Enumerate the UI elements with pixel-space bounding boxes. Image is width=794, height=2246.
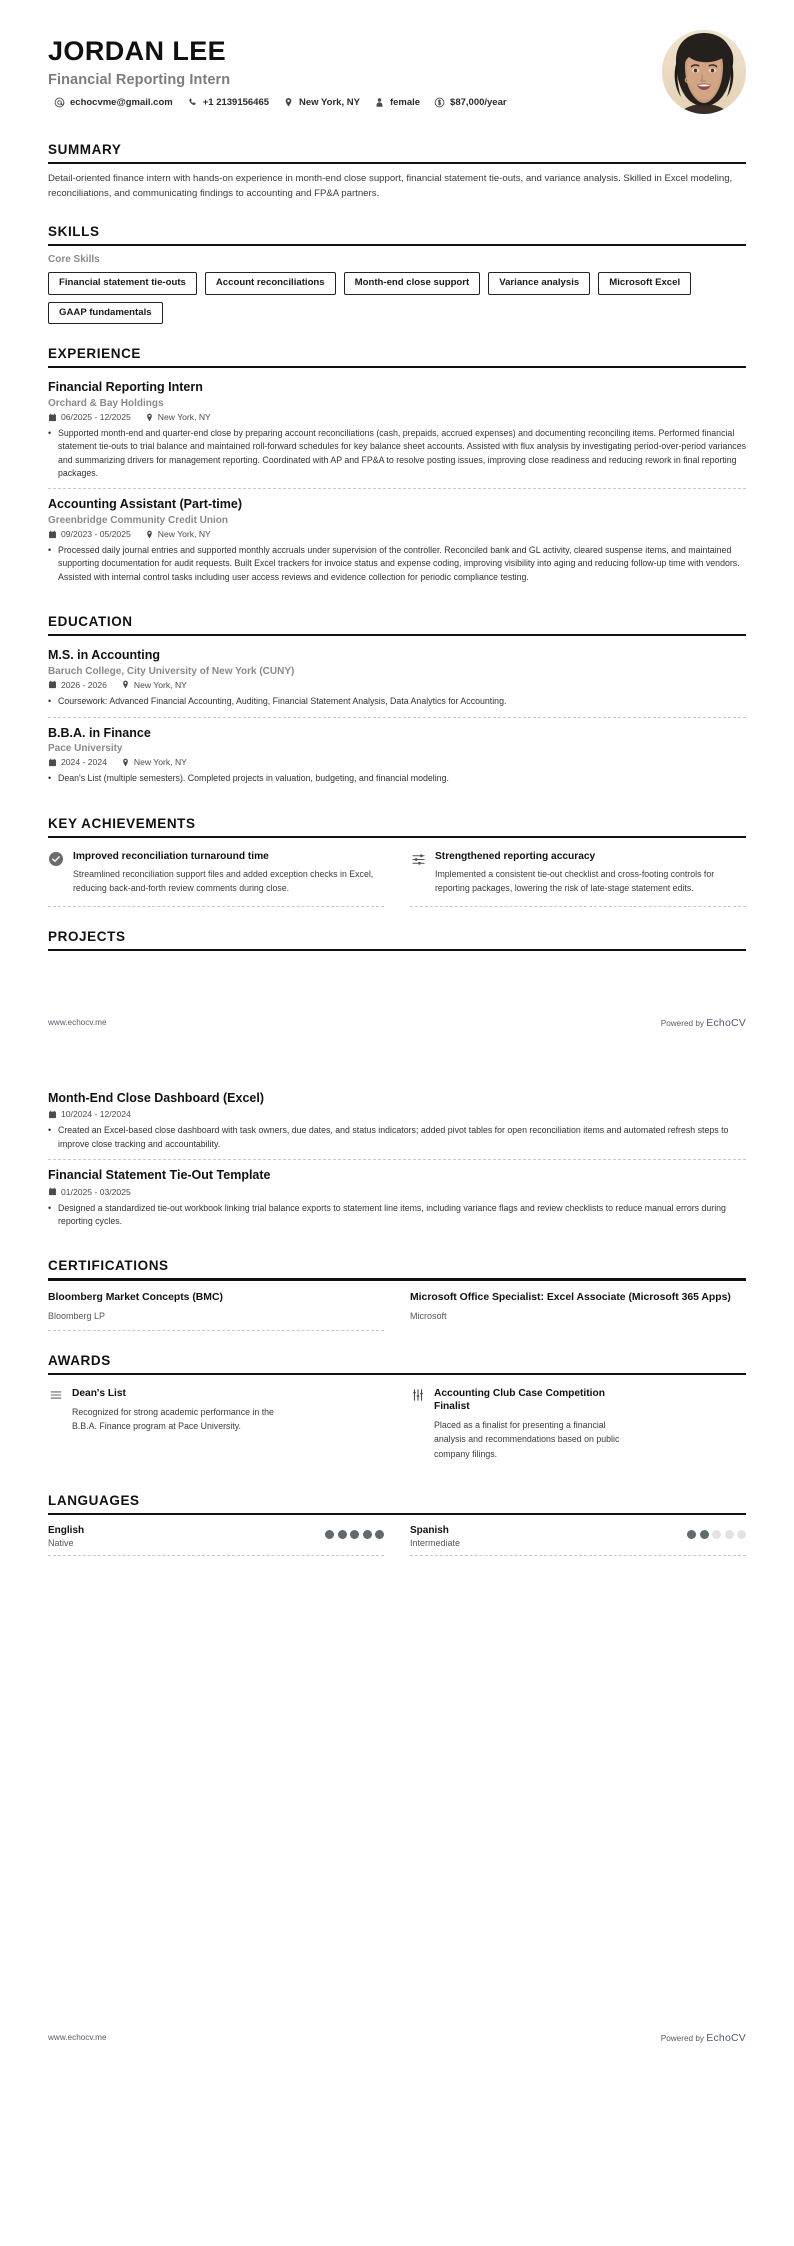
calendar-icon [48, 530, 57, 539]
page-break-spacer-2 [48, 1035, 746, 1087]
entry-dates [48, 680, 107, 690]
calendar-icon [48, 1187, 57, 1196]
entry-location-text: New York, NY [157, 529, 211, 540]
section-divider [48, 162, 746, 164]
section-heading-education: EDUCATION [48, 614, 133, 630]
language-level: Native [48, 1537, 74, 1548]
section-divider [48, 1513, 746, 1515]
avatar [662, 30, 746, 114]
achievement-title: Improved reconciliation turnaround time [73, 851, 269, 863]
bullet-item [48, 695, 746, 709]
entry-meta [48, 680, 746, 690]
header-text-block [48, 36, 646, 107]
entry-meta [48, 1187, 746, 1197]
section-heading-certifications: CERTIFICATIONS [48, 1258, 169, 1274]
location-pin-icon [283, 97, 294, 108]
certification-issuer: Microsoft [410, 1310, 447, 1321]
award-description: Recognized for strong academic performance in the B.B.A. Finance program at Pace University. [72, 1407, 274, 1432]
language-level: Intermediate [410, 1537, 461, 1548]
language-rating-dots [325, 1525, 384, 1539]
section-divider [48, 244, 746, 246]
project-entry [48, 1159, 746, 1236]
section-heading-skills: SKILLS [48, 223, 100, 239]
footer-brand [661, 1017, 746, 1029]
entry-dates-text: 01/2025 - 03/2025 [61, 1186, 131, 1197]
contact-location [283, 97, 360, 108]
bullet-dot-icon: • [48, 428, 52, 438]
person-icon [374, 97, 385, 108]
salary-icon [434, 97, 445, 108]
award-description: Placed as a finalist for presenting a financial analysis and recommendations based on public company filings. [434, 1420, 620, 1459]
language-name: English [48, 1524, 85, 1536]
achievement-body [435, 850, 746, 896]
skills-chip-list [48, 272, 746, 324]
contact-email[interactable] [54, 97, 173, 108]
page-break-spacer [48, 959, 746, 1011]
experience-entry [48, 376, 746, 488]
section-heading-awards: AWARDS [48, 1352, 111, 1368]
language-item [410, 1523, 746, 1556]
entry-bullets [48, 427, 746, 480]
section-heading-projects: PROJECTS [48, 928, 126, 944]
entry-title: Accounting Assistant (Part-time) [48, 497, 243, 512]
rating-dot-filled [700, 1530, 709, 1539]
entry-meta [48, 1109, 746, 1119]
skill-chip: Microsoft Excel [598, 272, 691, 295]
entry-dates-text: 10/2024 - 12/2024 [61, 1109, 131, 1120]
section-heading-key-achievements: KEY ACHIEVEMENTS [48, 815, 196, 831]
entry-meta [48, 757, 746, 767]
entry-organization: Greenbridge Community Credit Union [48, 515, 229, 527]
entry-bullets [48, 695, 746, 709]
footer-powered-by-label: Powered by [660, 2033, 704, 2043]
section-divider [48, 836, 746, 838]
section-projects [48, 929, 746, 1237]
page-title: JORDAN LEE [48, 36, 227, 67]
bottom-spacer [48, 1556, 746, 2026]
certification-issuer: Bloomberg LP [48, 1310, 106, 1321]
entry-dates-text: 06/2025 - 12/2025 [61, 412, 131, 422]
entry-organization: Pace University [48, 743, 123, 755]
contact-gender [374, 97, 420, 108]
bullet-item [48, 544, 746, 584]
bullet-text: Supported month-end and quarter-end close by preparing account reconciliations (cash, prepaids, accrued expenses) and documenting reconciling items. Performed financial statement tie-outs to trial balance and maintained roll-forward schedules for key balance sheet accounts. Assisted with flux analysis by investigating period-over-period variances and summarizing drivers for management reporting. Coordinated with AP and FP&A to resolve posting issues, improving close readiness and reducing rework in final reporting packages. [58, 428, 746, 479]
entry-title: B.B.A. in Finance [48, 725, 151, 740]
entry-dates-text: 2026 - 2026 [61, 679, 107, 690]
sliders-icon [410, 851, 426, 867]
entry-dates [48, 1187, 131, 1197]
award-body [434, 1387, 639, 1461]
section-summary [48, 142, 746, 202]
contact-email-text: echocvme@gmail.com [70, 96, 173, 108]
rating-dot-filled [325, 1530, 334, 1539]
rating-dot-filled [687, 1530, 696, 1539]
entry-dates-text: 2024 - 2024 [61, 757, 107, 768]
entry-bullets [48, 544, 746, 584]
entry-location-text: New York, NY [157, 412, 211, 422]
list-lines-icon [48, 1388, 63, 1403]
award-body [72, 1387, 277, 1461]
achievement-item [48, 846, 384, 907]
awards-grid [48, 1383, 746, 1471]
resume-header [48, 0, 746, 120]
sliders-vertical-icon [410, 1388, 425, 1403]
entry-location [121, 757, 187, 767]
section-heading-summary: SUMMARY [48, 142, 122, 157]
entry-meta [48, 529, 746, 539]
location-pin-icon [145, 530, 154, 539]
entry-location [121, 680, 187, 690]
section-experience [48, 346, 746, 592]
footer-brand [661, 2032, 746, 2044]
calendar-icon [48, 758, 57, 767]
rating-dot-filled [375, 1530, 384, 1539]
education-entry [48, 644, 746, 716]
section-skills [48, 224, 746, 324]
bullet-dot-icon: • [48, 1202, 52, 1213]
language-item [48, 1523, 384, 1556]
entry-title: Financial Statement Tie-Out Template [48, 1168, 271, 1183]
calendar-icon [48, 1110, 57, 1119]
page-footer-2 [48, 2026, 746, 2050]
section-divider [48, 1373, 746, 1375]
skill-chip: Variance analysis [488, 272, 590, 295]
footer-powered-by-label: Powered by [660, 1018, 704, 1028]
rating-dot-empty [737, 1530, 746, 1539]
bullet-dot-icon: • [48, 773, 52, 784]
email-icon [54, 97, 65, 108]
contact-location-text: New York, NY [299, 96, 360, 108]
section-heading-languages: LANGUAGES [48, 1492, 140, 1508]
entry-location [145, 412, 211, 422]
award-title: Dean's List [72, 1387, 126, 1399]
contact-salary [434, 97, 507, 108]
check-circle-icon [48, 851, 64, 867]
bullet-item [48, 772, 746, 786]
contact-salary-text: $87,000/year [450, 96, 507, 108]
bullet-text: Dean's List (multiple semesters). Completed projects in valuation, budgeting, and financial modeling. [58, 773, 449, 784]
section-awards [48, 1353, 746, 1471]
page-footer-1 [48, 1011, 746, 1035]
bullet-item [48, 427, 746, 480]
language-text [48, 1525, 84, 1548]
rating-dot-empty [712, 1530, 721, 1539]
contact-row [48, 97, 646, 108]
footer-brand-name: EchoCV [706, 2031, 746, 2044]
section-education [48, 614, 746, 794]
entry-organization: Baruch College, City University of New York (CUNY) [48, 665, 295, 677]
rating-dot-filled [350, 1530, 359, 1539]
experience-entry [48, 488, 746, 592]
certification-name: Microsoft Office Specialist: Excel Associate (Microsoft 365 Apps) [410, 1291, 731, 1303]
section-divider [48, 1278, 746, 1280]
job-title: Financial Reporting Intern [48, 71, 231, 88]
section-divider [48, 366, 746, 368]
entry-bullets [48, 1124, 746, 1151]
achievement-title: Strengthened reporting accuracy [435, 851, 596, 863]
skill-chip: GAAP fundamentals [48, 302, 163, 325]
entry-location-text: New York, NY [133, 679, 187, 690]
entry-dates [48, 529, 131, 539]
award-item [410, 1383, 746, 1471]
entry-bullets [48, 1202, 746, 1229]
skill-chip: Financial statement tie-outs [48, 272, 197, 295]
achievement-description: Implemented a consistent tie-out checklist and cross-footing controls for reporting packages, lowering the risk of late-stage statement edits. [435, 869, 715, 893]
achievement-item [410, 846, 746, 907]
entry-title: Month-End Close Dashboard (Excel) [48, 1090, 264, 1105]
education-entry [48, 717, 746, 794]
contact-phone[interactable] [187, 97, 269, 108]
entry-dates [48, 757, 107, 767]
entry-location-text: New York, NY [133, 757, 187, 768]
summary-text: Detail-oriented finance intern with hands-on experience in month-end close support, financial statement tie-outs, and variance analysis. Skilled in Excel modeling, reconciliations, and communicating findings to accounting and FP&A partners. [48, 173, 733, 200]
section-heading-experience: EXPERIENCE [48, 346, 142, 362]
bullet-item [48, 1124, 746, 1151]
certification-name: Bloomberg Market Concepts (BMC) [48, 1291, 223, 1303]
footer-brand-name: EchoCV [706, 1016, 746, 1029]
calendar-icon [48, 413, 57, 422]
bullet-item [48, 1202, 746, 1229]
skill-chip: Month-end close support [344, 272, 481, 295]
language-rating-dots [687, 1525, 746, 1539]
languages-grid [48, 1523, 746, 1556]
skill-chip: Account reconciliations [205, 272, 336, 295]
rating-dot-filled [363, 1530, 372, 1539]
section-divider [48, 634, 746, 636]
achievement-description: Streamlined reconciliation support files and added exception checks in Excel, reducing back-and-forth review comments during close. [73, 869, 374, 893]
section-key-achievements [48, 816, 746, 907]
entry-organization: Orchard & Bay Holdings [48, 398, 164, 409]
bullet-dot-icon: • [48, 1125, 52, 1136]
bullet-dot-icon: • [48, 545, 52, 556]
achievement-body [73, 850, 384, 896]
project-entry [48, 1087, 746, 1159]
entry-title: Financial Reporting Intern [48, 380, 203, 395]
rating-dot-empty [725, 1530, 734, 1539]
bullet-text: Designed a standardized tie-out workbook linking trial balance exports to statement line items, including variance flags and review checklists to reduce manual errors during reporting cycles. [58, 1202, 726, 1227]
bullet-dot-icon: • [48, 695, 52, 706]
calendar-icon [48, 680, 57, 689]
location-pin-icon [121, 758, 130, 767]
contact-gender-text: female [389, 96, 421, 108]
entry-title: M.S. in Accounting [48, 648, 161, 663]
bullet-text: Created an Excel-based close dashboard with task owners, due dates, and status indicators; added pivot tables for open reconciliation items and automated refresh steps to improve close tracking and accountability. [58, 1125, 729, 1149]
entry-dates [48, 412, 131, 422]
footer-url[interactable]: www.echocv.me [48, 2033, 107, 2043]
certification-item [48, 1289, 384, 1331]
certifications-grid [48, 1289, 746, 1331]
contact-phone-text: +1 2139156465 [202, 96, 270, 108]
phone-icon [187, 97, 198, 108]
entry-dates-text: 09/2023 - 05/2025 [61, 529, 131, 540]
language-name: Spanish [410, 1524, 449, 1536]
section-divider [48, 949, 746, 951]
section-languages [48, 1493, 746, 1556]
portrait-photo-graphic [662, 30, 746, 114]
location-pin-icon [145, 413, 154, 422]
entry-meta [48, 412, 746, 422]
language-text [410, 1525, 460, 1548]
award-item [48, 1383, 384, 1471]
rating-dot-filled [338, 1530, 347, 1539]
bullet-text: Processed daily journal entries and supported monthly accruals under supervision of the controller. Reconciled bank and GL activity, cleared suspense items, and maintained supporting documentation for audit requests. Built Excel trackers for invoice status and expense coding, improving visibility into aging and reducing follow-up time with vendors. Assisted with internal control tasks including user access reviews and evidence collection for periodic compliance testing. [58, 545, 740, 582]
entry-bullets [48, 772, 746, 786]
award-title: Accounting Club Case Competition Finalist [434, 1387, 605, 1413]
skills-group-label: Core Skills [48, 254, 100, 266]
location-pin-icon [121, 680, 130, 689]
bullet-text: Coursework: Advanced Financial Accounting, Auditing, Financial Statement Analysis, Data Analytics for Accounting. [58, 695, 507, 706]
entry-location [145, 529, 211, 539]
entry-dates [48, 1109, 131, 1119]
section-certifications [48, 1258, 746, 1330]
footer-url[interactable]: www.echocv.me [48, 1018, 107, 1028]
certification-item [410, 1289, 746, 1331]
achievements-grid [48, 846, 746, 907]
